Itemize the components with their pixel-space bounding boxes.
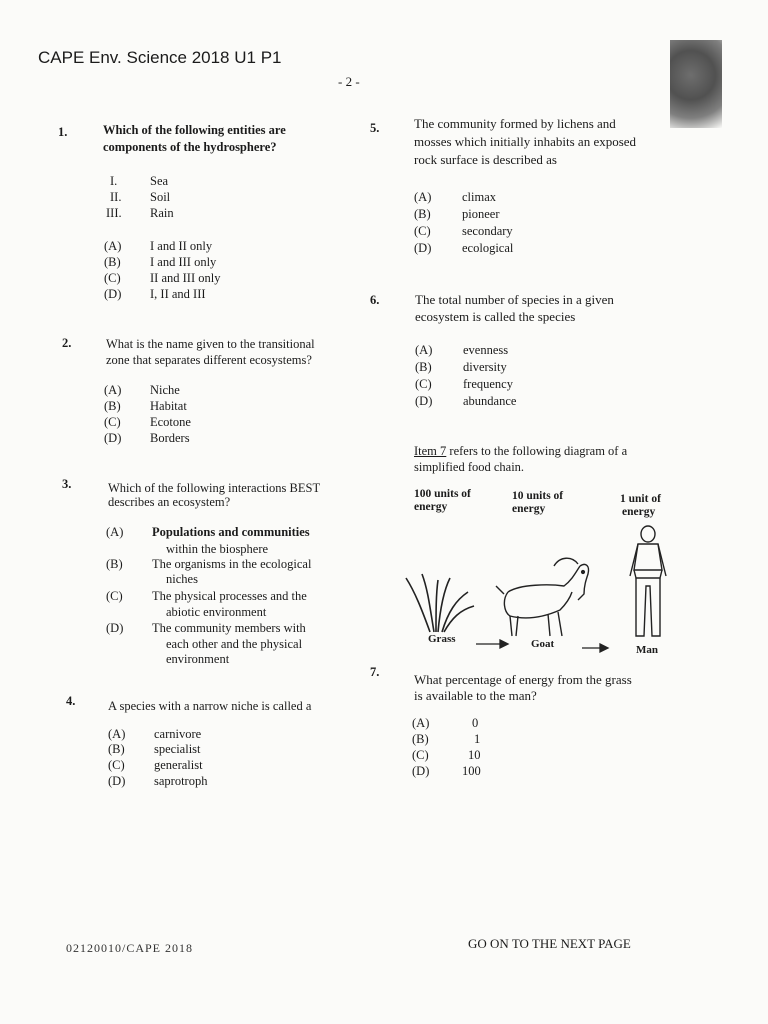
answer-option[interactable]: (A) evenness xyxy=(415,343,509,357)
answer-option[interactable]: (C) frequency xyxy=(415,377,513,391)
question-stem: The total number of species in a given xyxy=(415,292,614,307)
man-icon xyxy=(630,526,666,636)
answer-option[interactable]: (A) I and II only xyxy=(104,239,213,253)
list-item: II. Soil xyxy=(110,190,171,204)
answer-option[interactable]: (B) specialist xyxy=(108,742,201,756)
answer-option[interactable]: (C) II and III only xyxy=(104,271,221,285)
goat-icon xyxy=(496,558,589,636)
question-stem: ecosystem is called the species xyxy=(415,309,576,324)
answer-option[interactable]: (A) Populations and communities xyxy=(106,525,310,539)
answer-option[interactable]: (C) The physical processes and the xyxy=(106,589,307,603)
answer-option[interactable]: (B) I and III only xyxy=(104,255,217,269)
answer-option[interactable]: (B) diversity xyxy=(415,360,507,374)
answer-option[interactable]: (D) The community members with xyxy=(106,621,306,635)
answer-option[interactable]: (D) saprotroph xyxy=(108,774,208,788)
grass-label: Grass xyxy=(428,633,456,645)
answer-option[interactable]: (B) Habitat xyxy=(104,399,187,413)
question-stem: is available to the man? xyxy=(414,688,537,703)
question-stem: What is the name given to the transitional xyxy=(106,337,315,351)
answer-option[interactable]: (D) abundance xyxy=(415,394,517,408)
question-number: 2. xyxy=(62,336,72,350)
question-stem: components of the hydrosphere? xyxy=(103,140,277,154)
list-item: III. Rain xyxy=(106,206,174,220)
question-number: 3. xyxy=(62,477,72,491)
answer-option[interactable]: (C) generalist xyxy=(108,758,203,772)
question-number: 6. xyxy=(370,293,380,307)
question-stem: A species with a narrow niche is called a xyxy=(108,699,312,713)
list-item: I. Sea xyxy=(110,174,169,188)
scan-smudge xyxy=(670,40,722,128)
question-stem: The community formed by lichens and xyxy=(414,116,616,131)
question-stem: Which of the following entities are xyxy=(103,123,286,137)
energy-label: 10 units of energy xyxy=(512,490,564,515)
question-stem: rock surface is described as xyxy=(414,152,557,167)
energy-label: 1 unit of energy xyxy=(620,493,661,518)
next-page-notice: GO ON TO THE NEXT PAGE xyxy=(468,936,631,951)
question-number: 1. xyxy=(58,125,68,139)
exam-code: 02120010/CAPE 2018 xyxy=(66,941,194,955)
question-stem: Which of the following interactions BEST xyxy=(108,481,321,495)
question-stem: What percentage of energy from the grass xyxy=(414,672,632,687)
question-number: 4. xyxy=(66,694,76,708)
goat-label: Goat xyxy=(531,638,555,650)
answer-option[interactable]: (D) ecological xyxy=(414,241,514,255)
answer-option[interactable]: (C) Ecotone xyxy=(104,415,191,429)
answer-option[interactable]: (C) secondary xyxy=(414,224,513,238)
question-stem: zone that separates different ecosystems? xyxy=(106,353,312,367)
answer-option[interactable]: (A) Niche xyxy=(104,383,180,397)
item-reference: Item 7 xyxy=(414,444,447,458)
answer-option[interactable]: (D) I, II and III xyxy=(104,287,206,301)
grass-icon xyxy=(406,574,474,632)
page-title: CAPE Env. Science 2018 U1 P1 xyxy=(38,48,282,67)
answer-option[interactable]: (B) pioneer xyxy=(414,207,500,221)
answer-option[interactable]: (B) The organisms in the ecological xyxy=(106,557,312,571)
answer-option[interactable]: (A) 0 xyxy=(412,716,479,730)
page-number: - 2 - xyxy=(338,74,360,89)
man-label: Man xyxy=(636,644,658,656)
answer-option[interactable]: (A) climax xyxy=(414,190,497,204)
answer-option[interactable]: (D) Borders xyxy=(104,431,190,445)
energy-label: 100 units of energy xyxy=(414,488,471,513)
question-number: 5. xyxy=(370,121,380,135)
answer-option[interactable]: (B) 1 xyxy=(412,732,481,746)
answer-option[interactable]: (D) 100 xyxy=(412,764,481,778)
question-stem: mosses which initially inhabits an exposed xyxy=(414,134,637,149)
answer-option[interactable]: (A) carnivore xyxy=(108,727,202,741)
question-stem: describes an ecosystem? xyxy=(108,495,231,509)
answer-option[interactable]: (C) 10 xyxy=(412,748,481,762)
question-number: 7. xyxy=(370,665,380,679)
